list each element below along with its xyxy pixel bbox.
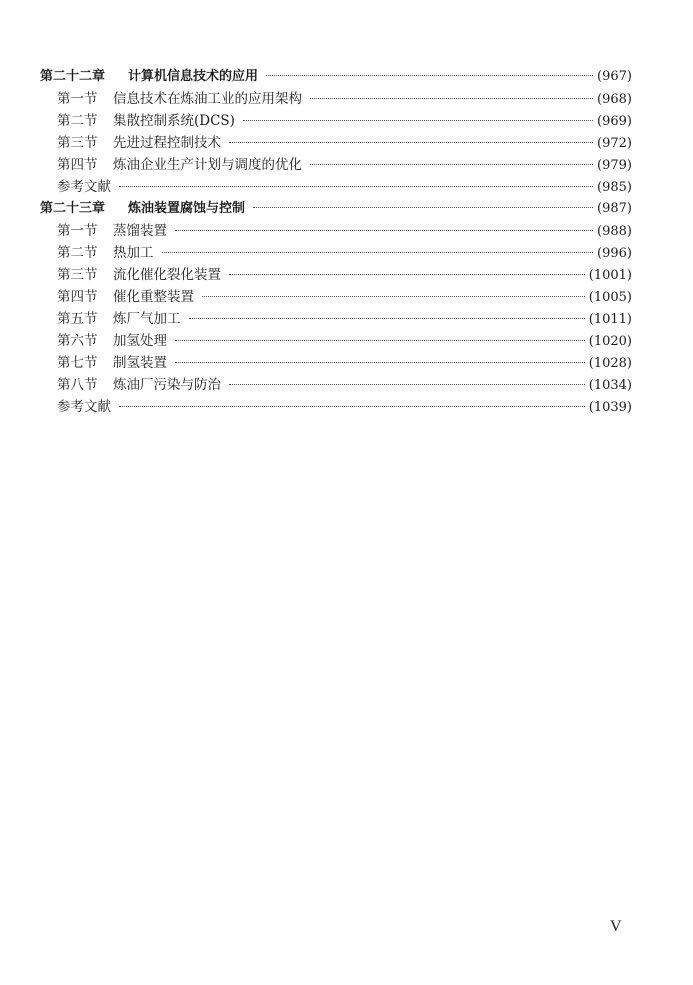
section-number: 第七节 — [57, 355, 98, 371]
dot-leader — [189, 318, 585, 319]
dot-leader — [253, 207, 593, 208]
page-folio: V — [610, 918, 622, 935]
section-number: 第二节 — [57, 113, 98, 129]
references-title: 参考文献 — [57, 399, 111, 415]
page-number: (996) — [597, 246, 632, 261]
dot-leader — [202, 296, 585, 297]
page-number: (1020) — [588, 334, 632, 349]
dot-leader — [310, 98, 593, 99]
dot-leader — [243, 120, 593, 121]
toc-section-row[interactable] — [40, 264, 632, 286]
dot-leader — [175, 362, 585, 363]
section-number: 第三节 — [57, 135, 98, 151]
page-number: (1034) — [588, 378, 632, 393]
dot-leader — [119, 186, 593, 187]
section-number: 第八节 — [57, 377, 98, 393]
section-number: 第一节 — [57, 223, 98, 239]
section-number: 第二节 — [57, 245, 98, 261]
section-title: 催化重整装置 — [113, 289, 194, 305]
dot-leader — [175, 340, 585, 341]
toc-section-row[interactable] — [40, 330, 632, 352]
page-number: (1001) — [588, 268, 632, 283]
page-number: (1005) — [588, 290, 632, 305]
references-title: 参考文献 — [57, 179, 111, 195]
page-number: (979) — [597, 158, 632, 173]
chapter-number: 第二十三章 — [40, 201, 106, 216]
section-title: 炼油厂污染与防治 — [113, 377, 221, 393]
table-of-contents — [40, 66, 632, 418]
toc-section-row[interactable] — [40, 154, 632, 176]
toc-section-row[interactable] — [40, 220, 632, 242]
section-title: 信息技术在炼油工业的应用架构 — [113, 91, 302, 107]
chapter-title: 炼油装置腐蚀与控制 — [128, 201, 246, 216]
section-title: 先进过程控制技术 — [113, 135, 221, 151]
section-title: 集散控制系统(DCS) — [113, 113, 235, 129]
section-number: 第六节 — [57, 333, 98, 349]
chapter-number: 第二十二章 — [40, 69, 106, 84]
dot-leader — [229, 384, 585, 385]
chapter-title: 计算机信息技术的应用 — [128, 69, 259, 84]
section-title: 热加工 — [113, 245, 154, 261]
toc-chapter-row[interactable] — [40, 198, 632, 220]
page-number: (985) — [597, 180, 632, 195]
toc-references-row[interactable] — [40, 176, 632, 198]
section-title: 炼油企业生产计划与调度的优化 — [113, 157, 302, 173]
section-title: 制氢装置 — [113, 355, 167, 371]
page-number: (969) — [597, 114, 632, 129]
section-number: 第五节 — [57, 311, 98, 327]
toc-references-row[interactable] — [40, 396, 632, 418]
page-number: (1011) — [588, 312, 632, 327]
toc-section-row[interactable] — [40, 352, 632, 374]
section-title: 流化催化裂化装置 — [113, 267, 221, 283]
toc-chapter-row[interactable] — [40, 66, 632, 88]
section-title: 加氢处理 — [113, 333, 167, 349]
dot-leader — [229, 142, 593, 143]
dot-leader — [119, 406, 585, 407]
toc-section-row[interactable] — [40, 132, 632, 154]
page-number: (967) — [597, 69, 632, 84]
page-number: (1039) — [588, 400, 632, 415]
dot-leader — [229, 274, 585, 275]
section-number: 第四节 — [57, 289, 98, 305]
page-number: (988) — [597, 224, 632, 239]
toc-section-row[interactable] — [40, 374, 632, 396]
toc-section-row[interactable] — [40, 286, 632, 308]
toc-section-row[interactable] — [40, 110, 632, 132]
section-title: 炼厂气加工 — [113, 311, 181, 327]
page-number: (987) — [597, 201, 632, 216]
section-number: 第四节 — [57, 157, 98, 173]
page-number: (972) — [597, 136, 632, 151]
toc-section-row[interactable] — [40, 88, 632, 110]
page-number: (1028) — [588, 356, 632, 371]
dot-leader — [162, 252, 594, 253]
dot-leader — [175, 230, 593, 231]
toc-section-row[interactable] — [40, 242, 632, 264]
section-title: 蒸馏装置 — [113, 223, 167, 239]
section-number: 第三节 — [57, 267, 98, 283]
toc-section-row[interactable] — [40, 308, 632, 330]
page-number: (968) — [597, 92, 632, 107]
dot-leader — [310, 164, 593, 165]
section-number: 第一节 — [57, 91, 98, 107]
dot-leader — [266, 75, 593, 76]
